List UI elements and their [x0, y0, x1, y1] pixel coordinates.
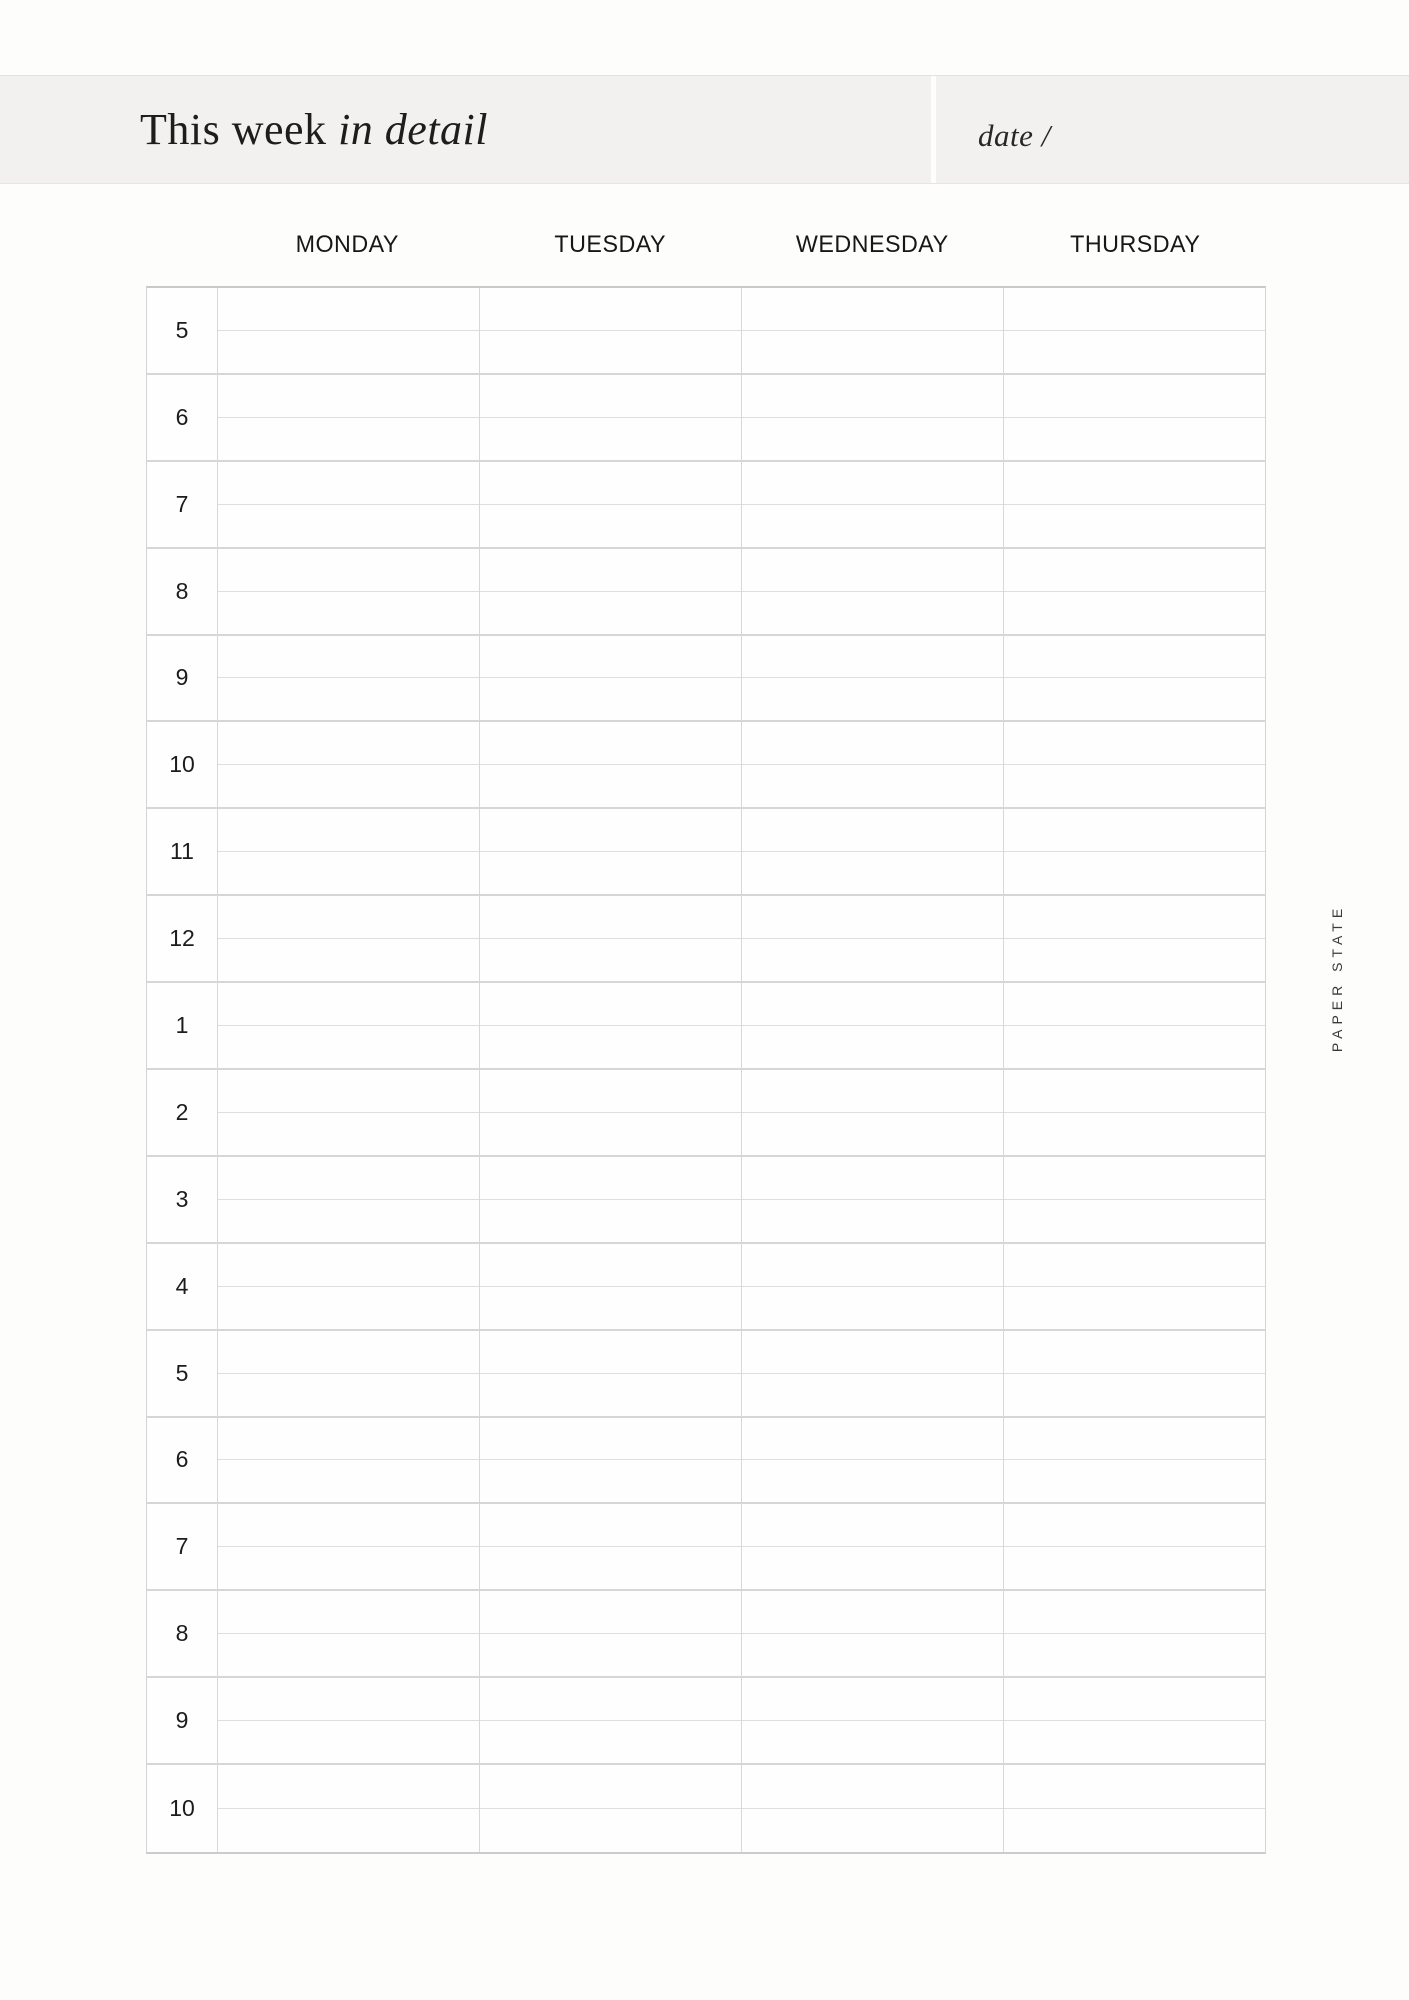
- hour-label: 5: [175, 316, 189, 343]
- hour-label-cell: [147, 1591, 217, 1678]
- slot-monday-row16[interactable]: [217, 1591, 479, 1678]
- slot-wednesday-row7[interactable]: [741, 809, 1003, 896]
- slot-wednesday-row1[interactable]: [741, 288, 1003, 375]
- hour-label: 11: [170, 838, 194, 865]
- slot-tuesday-row6[interactable]: [479, 722, 741, 809]
- slot-tuesday-row9[interactable]: [479, 983, 741, 1070]
- hour-label: 3: [175, 1185, 189, 1212]
- slot-thursday-row10[interactable]: [1003, 1070, 1265, 1157]
- page-title-italic: in detail: [338, 105, 488, 154]
- day-header-row: [216, 230, 1266, 260]
- slot-tuesday-row5[interactable]: [479, 636, 741, 723]
- slot-wednesday-row13[interactable]: [741, 1331, 1003, 1418]
- hour-label: 5: [175, 1359, 189, 1386]
- slot-monday-row11[interactable]: [217, 1157, 479, 1244]
- slot-wednesday-row18[interactable]: [741, 1765, 1003, 1852]
- slot-monday-row6[interactable]: [217, 722, 479, 809]
- slot-tuesday-row10[interactable]: [479, 1070, 741, 1157]
- hour-label-cell: [147, 1765, 217, 1852]
- slot-tuesday-row3[interactable]: [479, 462, 741, 549]
- slot-wednesday-row16[interactable]: [741, 1591, 1003, 1678]
- slot-wednesday-row5[interactable]: [741, 636, 1003, 723]
- slot-wednesday-row17[interactable]: [741, 1678, 1003, 1765]
- slot-wednesday-row2[interactable]: [741, 375, 1003, 462]
- slot-tuesday-row16[interactable]: [479, 1591, 741, 1678]
- slot-wednesday-row15[interactable]: [741, 1504, 1003, 1591]
- slot-wednesday-row10[interactable]: [741, 1070, 1003, 1157]
- hour-label: 10: [169, 751, 195, 778]
- hour-label: 9: [175, 1707, 189, 1734]
- time-grid: [146, 286, 1266, 1854]
- hour-label-cell: [147, 1157, 217, 1244]
- slot-thursday-row15[interactable]: [1003, 1504, 1265, 1591]
- slot-thursday-row6[interactable]: [1003, 722, 1265, 809]
- slot-thursday-row1[interactable]: [1003, 288, 1265, 375]
- slot-wednesday-row6[interactable]: [741, 722, 1003, 809]
- day-header-monday: MONDAY: [295, 231, 399, 258]
- hour-label-cell: [147, 1504, 217, 1591]
- slot-wednesday-row14[interactable]: [741, 1418, 1003, 1505]
- slot-monday-row8[interactable]: [217, 896, 479, 983]
- hour-label: 8: [175, 577, 189, 604]
- slot-monday-row17[interactable]: [217, 1678, 479, 1765]
- slot-monday-row13[interactable]: [217, 1331, 479, 1418]
- slot-monday-row12[interactable]: [217, 1244, 479, 1331]
- slot-thursday-row3[interactable]: [1003, 462, 1265, 549]
- day-header-tuesday: TUESDAY: [553, 231, 666, 258]
- page-title-regular: This week: [140, 105, 327, 154]
- slot-tuesday-row2[interactable]: [479, 375, 741, 462]
- hour-label-cell: [147, 1244, 217, 1331]
- hour-label-cell: [147, 896, 217, 983]
- slot-tuesday-row7[interactable]: [479, 809, 741, 896]
- slot-monday-row14[interactable]: [217, 1418, 479, 1505]
- slot-thursday-row14[interactable]: [1003, 1418, 1265, 1505]
- hour-label: 1: [175, 1012, 189, 1039]
- slot-tuesday-row15[interactable]: [479, 1504, 741, 1591]
- slot-thursday-row2[interactable]: [1003, 375, 1265, 462]
- hour-label-cell: [147, 636, 217, 723]
- hour-label-cell: [147, 549, 217, 636]
- slot-wednesday-row4[interactable]: [741, 549, 1003, 636]
- slot-wednesday-row8[interactable]: [741, 896, 1003, 983]
- brand-vertical-text: PAPER STATE: [1329, 903, 1345, 1053]
- day-header-wednesday: WEDNESDAY: [795, 231, 949, 258]
- slot-tuesday-row14[interactable]: [479, 1418, 741, 1505]
- hour-label: 10: [169, 1795, 195, 1822]
- header-date-section: [936, 76, 1409, 183]
- header-title-section: [0, 76, 931, 183]
- slot-thursday-row8[interactable]: [1003, 896, 1265, 983]
- slot-thursday-row13[interactable]: [1003, 1331, 1265, 1418]
- slot-tuesday-row17[interactable]: [479, 1678, 741, 1765]
- hour-label: 6: [175, 1446, 189, 1473]
- hour-label-cell: [147, 809, 217, 896]
- hour-label-cell: [147, 1418, 217, 1505]
- hour-label: 2: [175, 1098, 189, 1125]
- slot-monday-row2[interactable]: [217, 375, 479, 462]
- hour-label-cell: [147, 1070, 217, 1157]
- slot-monday-row3[interactable]: [217, 462, 479, 549]
- slot-tuesday-row8[interactable]: [479, 896, 741, 983]
- slot-monday-row18[interactable]: [217, 1765, 479, 1852]
- hour-label: 6: [175, 403, 189, 430]
- slot-thursday-row9[interactable]: [1003, 983, 1265, 1070]
- hour-label-cell: [147, 375, 217, 462]
- slot-thursday-row11[interactable]: [1003, 1157, 1265, 1244]
- slot-monday-row7[interactable]: [217, 809, 479, 896]
- hour-label: 8: [175, 1620, 189, 1647]
- slot-monday-row4[interactable]: [217, 549, 479, 636]
- slot-thursday-row4[interactable]: [1003, 549, 1265, 636]
- slot-thursday-row7[interactable]: [1003, 809, 1265, 896]
- slot-tuesday-row12[interactable]: [479, 1244, 741, 1331]
- hour-label: 7: [175, 1533, 189, 1560]
- slot-tuesday-row1[interactable]: [479, 288, 741, 375]
- hour-label-cell: [147, 288, 217, 375]
- slot-thursday-row5[interactable]: [1003, 636, 1265, 723]
- hour-label: 7: [175, 490, 189, 517]
- hour-label: 12: [169, 925, 195, 952]
- hour-label-cell: [147, 722, 217, 809]
- slot-monday-row10[interactable]: [217, 1070, 479, 1157]
- hour-label-cell: [147, 1331, 217, 1418]
- slot-wednesday-row12[interactable]: [741, 1244, 1003, 1331]
- slot-thursday-row18[interactable]: [1003, 1765, 1265, 1852]
- slot-monday-row9[interactable]: [217, 983, 479, 1070]
- slot-wednesday-row3[interactable]: [741, 462, 1003, 549]
- header: [0, 75, 1409, 184]
- slot-tuesday-row11[interactable]: [479, 1157, 741, 1244]
- date-fill-in-label[interactable]: date /: [978, 117, 1051, 153]
- slot-tuesday-row13[interactable]: [479, 1331, 741, 1418]
- slot-tuesday-row18[interactable]: [479, 1765, 741, 1852]
- hour-label: 9: [175, 664, 189, 691]
- hour-label: 4: [175, 1272, 189, 1299]
- slot-monday-row1[interactable]: [217, 288, 479, 375]
- hour-label-cell: [147, 1678, 217, 1765]
- hour-label-cell: [147, 462, 217, 549]
- slot-monday-row5[interactable]: [217, 636, 479, 723]
- slot-wednesday-row9[interactable]: [741, 983, 1003, 1070]
- day-header-thursday: THURSDAY: [1069, 231, 1200, 258]
- hour-label-cell: [147, 983, 217, 1070]
- slot-thursday-row16[interactable]: [1003, 1591, 1265, 1678]
- slot-monday-row15[interactable]: [217, 1504, 479, 1591]
- slot-wednesday-row11[interactable]: [741, 1157, 1003, 1244]
- slot-thursday-row17[interactable]: [1003, 1678, 1265, 1765]
- page-title: [140, 104, 488, 155]
- slot-thursday-row12[interactable]: [1003, 1244, 1265, 1331]
- slot-tuesday-row4[interactable]: [479, 549, 741, 636]
